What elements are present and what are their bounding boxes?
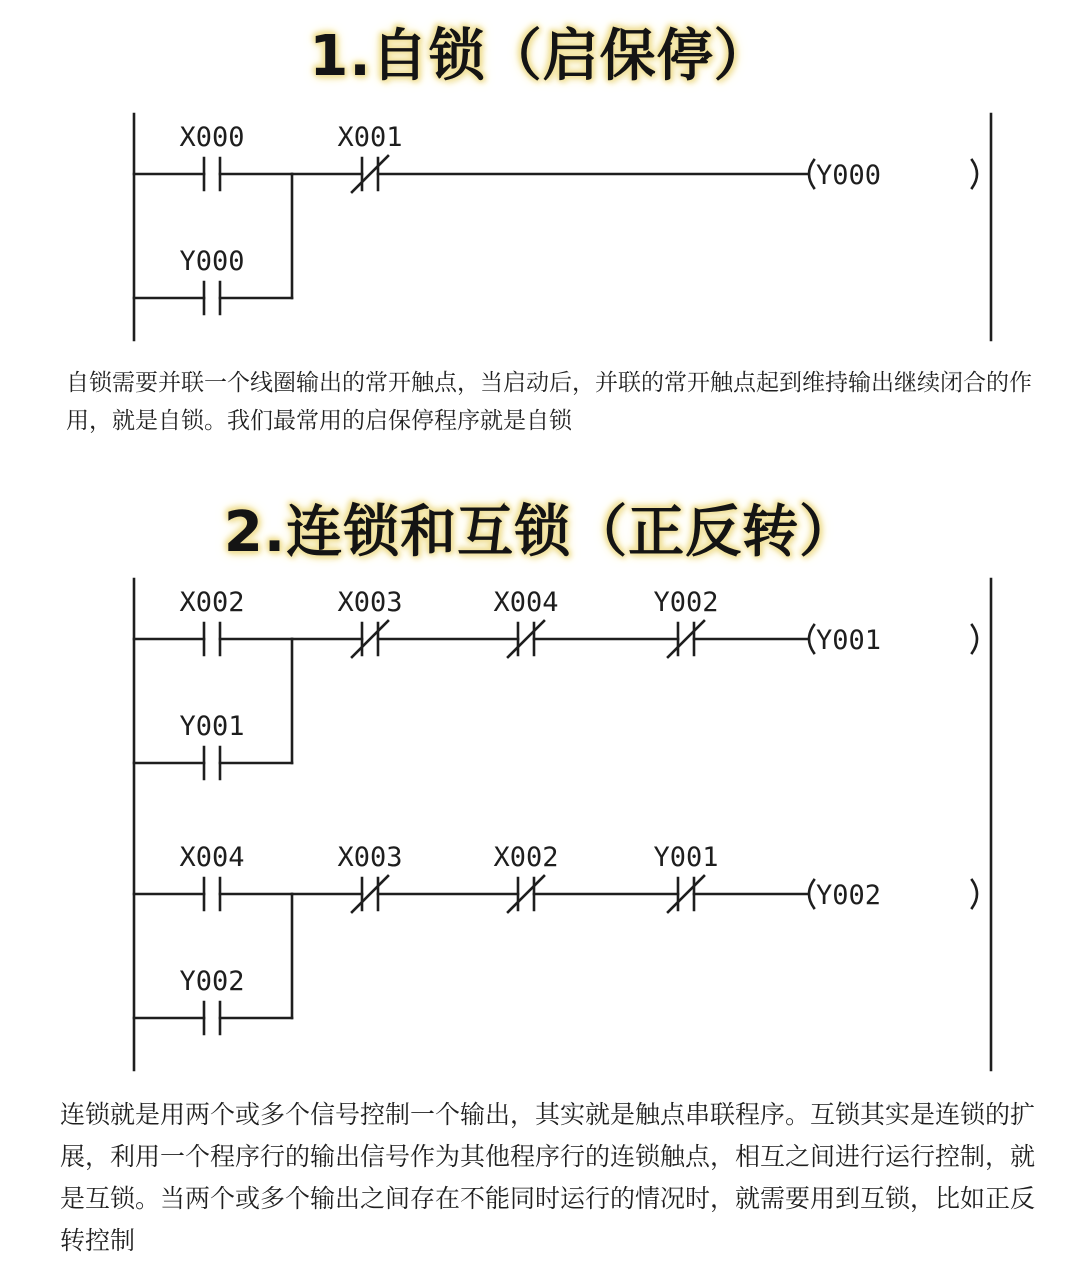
main-contact <box>204 878 220 910</box>
series-contact-label: X001 <box>337 122 403 153</box>
rung <box>134 842 977 1034</box>
parallel-contact <box>204 747 220 779</box>
main-contact-label: X004 <box>179 842 245 873</box>
rung <box>134 122 977 314</box>
ladder-diagram-self-lock <box>0 100 1080 350</box>
coil-right-bracket <box>972 160 977 188</box>
coil-label: Y000 <box>816 160 882 191</box>
ladder-diagram-interlock <box>0 565 1080 1080</box>
rung <box>134 587 977 779</box>
series-contact-label: X002 <box>493 842 559 873</box>
coil-right-bracket <box>972 880 977 908</box>
section-2-description: 连锁就是用两个或多个信号控制一个输出，其实就是触点串联程序。互锁其实是连锁的扩展，利用一个程序行的输出信号作为其他程序行的连锁触点，相互之间进行运行控制，就是互锁。当两个或多个输出之间存在不能同时运行的情况时，就需要用到互锁，比如正反转控制 <box>60 1100 1036 1255</box>
series-contact-label: X003 <box>337 587 403 618</box>
section-2-title: 2.连锁和互锁（正反转） <box>223 500 857 565</box>
series-contact-label: Y001 <box>653 842 719 873</box>
parallel-contact-label: Y002 <box>179 966 245 997</box>
ladder-2-canvas <box>0 565 1080 1080</box>
parallel-contact <box>204 1002 220 1034</box>
coil-label: Y001 <box>816 625 882 656</box>
coil-label: Y002 <box>816 880 882 911</box>
series-contact-label: X003 <box>337 842 403 873</box>
section-1-title: 1.自锁（启保停） <box>309 24 771 89</box>
coil-left-bracket <box>809 160 814 188</box>
ladder-1-canvas <box>0 100 1080 350</box>
main-contact <box>204 623 220 655</box>
series-contact-label: Y002 <box>653 587 719 618</box>
parallel-contact <box>204 282 220 314</box>
parallel-contact-label: Y000 <box>179 246 245 277</box>
main-contact-label: X000 <box>179 122 245 153</box>
parallel-contact-label: Y001 <box>179 711 245 742</box>
series-contact-label: X004 <box>493 587 559 618</box>
main-contact-label: X002 <box>179 587 245 618</box>
coil-left-bracket <box>809 625 814 653</box>
main-contact <box>204 158 220 190</box>
coil-right-bracket <box>972 625 977 653</box>
coil-left-bracket <box>809 880 814 908</box>
section-1-description: 自锁需要并联一个线圈输出的常开触点，当启动后，并联的常开触点起到维持输出继续闭合的作用，就是自锁。我们最常用的启保停程序就是自锁 <box>66 370 1032 434</box>
